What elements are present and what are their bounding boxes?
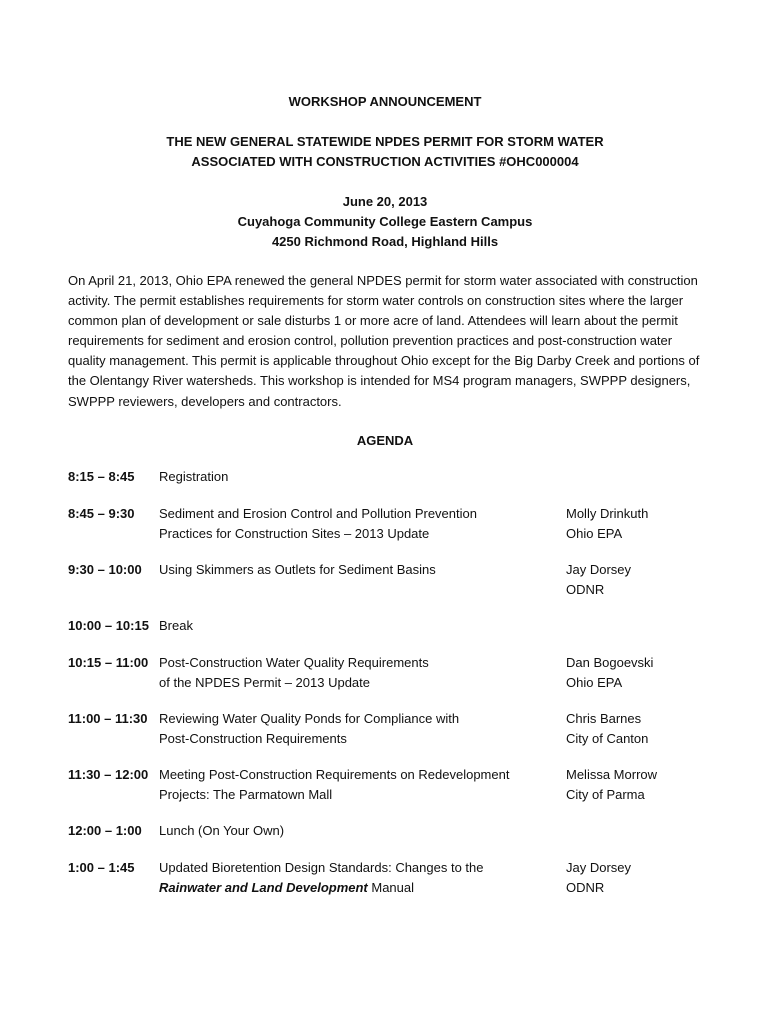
topic-tail: Manual — [367, 880, 415, 895]
agenda-topic — [159, 504, 559, 544]
topic-line: of the NPDES Permit – 2013 Update — [159, 675, 371, 690]
agenda-time: 11:30 – 12:00 — [68, 767, 149, 782]
agenda-time: 10:00 – 10:15 — [68, 618, 149, 633]
intro-line: requirements for sediment and erosion control, pollution prevention practices and post-construction water — [68, 333, 673, 349]
topic-line: Break — [159, 618, 193, 633]
agenda-topic — [159, 821, 559, 841]
speaker-name: Melissa Morrow — [566, 767, 658, 782]
topic-line: Practices for Construction Sites – 2013 Update — [159, 526, 430, 541]
intro-line: quality management. This permit is applicable throughout Ohio except for the Big Darby Creek and portions of — [68, 353, 700, 369]
topic-line: Post-Construction Water Quality Requirements — [159, 655, 429, 670]
topic-line: Using Skimmers as Outlets for Sediment Basins — [159, 562, 436, 577]
topic-line: Updated Bioretention Design Standards: Changes to the — [159, 860, 484, 875]
intro-line: the Olentangy River watersheds. This workshop is intended for MS4 program managers, SWPPP designers, — [68, 373, 691, 389]
speaker-org: ODNR — [566, 880, 605, 895]
agenda-time: 9:30 – 10:00 — [68, 562, 142, 577]
agenda-time: 8:15 – 8:45 — [68, 469, 135, 484]
topic-line: Registration — [159, 469, 229, 484]
intro-paragraph — [68, 271, 708, 412]
agenda-heading: AGENDA — [356, 433, 414, 448]
intro-line: On April 21, 2013, Ohio EPA renewed the general NPDES permit for storm water associated with construction — [68, 273, 698, 288]
speaker-org: Ohio EPA — [566, 675, 623, 690]
speaker-org: Ohio EPA — [566, 526, 623, 541]
event-address: 4250 Richmond Road, Highland Hills — [271, 234, 499, 249]
topic-line: Lunch (On Your Own) — [159, 823, 285, 838]
agenda-speaker — [566, 504, 706, 544]
speaker-name: Jay Dorsey — [566, 562, 632, 577]
agenda-time: 8:45 – 9:30 — [68, 506, 135, 521]
speaker-name: Jay Dorsey — [566, 860, 632, 875]
event-date: June 20, 2013 — [342, 194, 428, 209]
intro-line: common plan of development or sale disturbs 1 or more acre of land. Attendees will learn about the permit — [68, 313, 678, 329]
speaker-org: ODNR — [566, 582, 605, 597]
topic-line: Projects: The Parmatown Mall — [159, 787, 333, 802]
speaker-org: City of Canton — [566, 731, 649, 746]
agenda-topic — [159, 653, 559, 693]
agenda-topic — [159, 858, 559, 898]
agenda-time: 1:00 – 1:45 — [68, 860, 135, 875]
agenda-topic — [159, 560, 559, 580]
speaker-name: Chris Barnes — [566, 711, 642, 726]
agenda-topic — [159, 709, 559, 749]
speaker-name: Molly Drinkuth — [566, 506, 649, 521]
speaker-org: City of Parma — [566, 787, 645, 802]
title-line-2: ASSOCIATED WITH CONSTRUCTION ACTIVITIES #OHC000004 — [191, 154, 579, 169]
agenda-speaker — [566, 765, 706, 805]
event-venue: Cuyahoga Community College Eastern Campus — [237, 214, 533, 229]
agenda-time: 10:15 – 11:00 — [68, 655, 149, 670]
agenda-speaker — [566, 653, 706, 693]
announcement-heading: WORKSHOP ANNOUNCEMENT — [288, 94, 482, 109]
agenda-speaker — [566, 709, 706, 749]
topic-line: Sediment and Erosion Control and Pollution Prevention — [159, 506, 477, 521]
topic-line: Reviewing Water Quality Ponds for Compliance with — [159, 711, 460, 726]
manual-title: Rainwater and Land Development — [159, 880, 368, 895]
intro-line: SWPPP reviewers, developers and contractors. — [68, 393, 342, 409]
agenda-speaker — [566, 560, 706, 600]
agenda-topic — [159, 616, 559, 636]
agenda-topic — [159, 467, 559, 487]
topic-line: Post-Construction Requirements — [159, 731, 347, 746]
agenda-speaker — [566, 858, 706, 898]
topic-line: Meeting Post-Construction Requirements on Redevelopment — [159, 767, 510, 782]
agenda-time: 11:00 – 11:30 — [68, 711, 148, 726]
topic-line — [159, 878, 559, 898]
intro-line: activity. The permit establishes requirements for storm water controls on construction sites where the larger — [68, 293, 684, 309]
agenda-topic — [159, 765, 559, 805]
speaker-name: Dan Bogoevski — [566, 655, 654, 670]
title-line-1: THE NEW GENERAL STATEWIDE NPDES PERMIT FOR STORM WATER — [166, 134, 604, 149]
agenda-time: 12:00 – 1:00 — [68, 823, 142, 838]
